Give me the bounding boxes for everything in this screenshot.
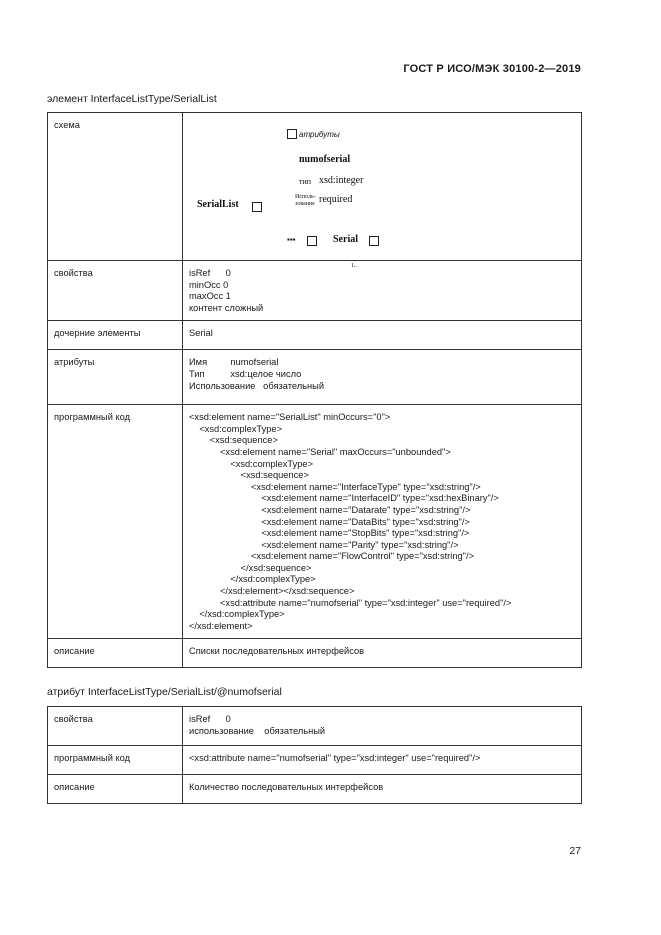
attr-properties-value: isRef 0 использование обязательный <box>183 707 582 746</box>
code-line: <xsd:element name="Parity" type="xsd:string"/> <box>189 539 459 550</box>
page-number: 27 <box>569 845 581 857</box>
code-value <box>183 405 582 639</box>
element-caption: элемент InterfaceListType/SerialList <box>47 93 217 105</box>
element-spec-table <box>47 112 582 668</box>
code-line: <xsd:attribute name="numofserial" type="xsd:integer" use="required"/> <box>189 597 512 608</box>
code-line: </xsd:element> <box>189 620 253 631</box>
code-line: <xsd:element name="FlowControl" type="xsd:string"/> <box>189 551 474 562</box>
table-row <box>48 350 582 405</box>
description-label: описание <box>48 639 183 668</box>
code-line: </xsd:element></xsd:sequence> <box>189 586 355 597</box>
child-element-icon <box>369 236 379 246</box>
properties-value: isRef 0 minOcc 0 maxOcc 1 контент сложный <box>183 261 582 321</box>
table-row <box>48 775 582 804</box>
schema-label: схема <box>48 113 183 261</box>
attribute-name: numofserial <box>299 154 351 165</box>
table-row <box>48 707 582 746</box>
table-row <box>48 261 582 321</box>
table-row <box>48 321 582 350</box>
element-name: SerialList <box>197 199 239 210</box>
attr-properties-label: свойства <box>48 707 183 746</box>
code-line: <xsd:element name="Serial" maxOccurs="unbounded"> <box>189 446 451 457</box>
occurrence-label: 1.. <box>351 263 357 269</box>
attribute-type-value: xsd:integer <box>319 175 364 186</box>
attributes-value: Имя numofserial Тип xsd:целое число Использование обязательный <box>183 350 582 405</box>
attr-code-label: программный код <box>48 746 183 775</box>
child-element-name: Serial <box>333 234 358 245</box>
sequence-icon: ▪▪▪ <box>287 235 296 244</box>
table-row <box>48 113 582 261</box>
element-icon <box>252 202 262 212</box>
properties-label: свойства <box>48 261 183 321</box>
children-label: дочерние элементы <box>48 321 183 350</box>
code-label: программный код <box>48 405 183 639</box>
code-line: <xsd:sequence> <box>189 435 278 446</box>
code-line: <xsd:element name="StopBits" type="xsd:string"/> <box>189 528 470 539</box>
code-line: </xsd:sequence> <box>189 562 312 573</box>
attr-description-value: Количество последовательных интерфейсов <box>183 775 582 804</box>
code-line: </xsd:complexType> <box>189 609 285 620</box>
code-line: <xsd:sequence> <box>189 470 309 481</box>
table-row <box>48 405 582 639</box>
table-row <box>48 639 582 668</box>
sequence-connector-icon <box>307 236 317 246</box>
attr-description-label: описание <box>48 775 183 804</box>
attributes-group-label: атрибуты <box>299 130 340 139</box>
code-line: <xsd:complexType> <box>189 458 314 469</box>
code-line: <xsd:complexType> <box>189 423 283 434</box>
code-line: <xsd:element name="DataBits" type="xsd:string"/> <box>189 516 470 527</box>
attr-code-value: <xsd:attribute name="numofserial" type="xsd:integer" use="required"/> <box>183 746 582 775</box>
children-value: Serial <box>183 321 582 350</box>
table-row <box>48 746 582 775</box>
attributes-label: атрибуты <box>48 350 183 405</box>
attribute-usage-value: required <box>319 194 353 205</box>
schema-diagram <box>183 113 582 269</box>
document-standard-header: ГОСТ Р ИСО/МЭК 30100-2—2019 <box>403 63 581 75</box>
description-value: Списки последовательных интерфейсов <box>183 639 582 668</box>
attribute-type-label: тип <box>299 177 312 186</box>
attribute-usage-label: Исполь- зование <box>295 194 316 207</box>
attribute-spec-table <box>47 706 582 804</box>
attribute-caption: атрибут InterfaceListType/SerialList/@numofserial <box>47 686 282 698</box>
code-line: <xsd:element name="InterfaceID" type="xsd:hexBinary"/> <box>189 493 499 504</box>
code-line: <xsd:element name="Datarate" type="xsd:string"/> <box>189 504 471 515</box>
code-line: </xsd:complexType> <box>189 574 316 585</box>
code-line: <xsd:element name="InterfaceType" type="xsd:string"/> <box>189 481 481 492</box>
attributes-icon <box>287 129 297 139</box>
code-line: <xsd:element name="SerialList" minOccurs="0"> <box>189 412 391 423</box>
